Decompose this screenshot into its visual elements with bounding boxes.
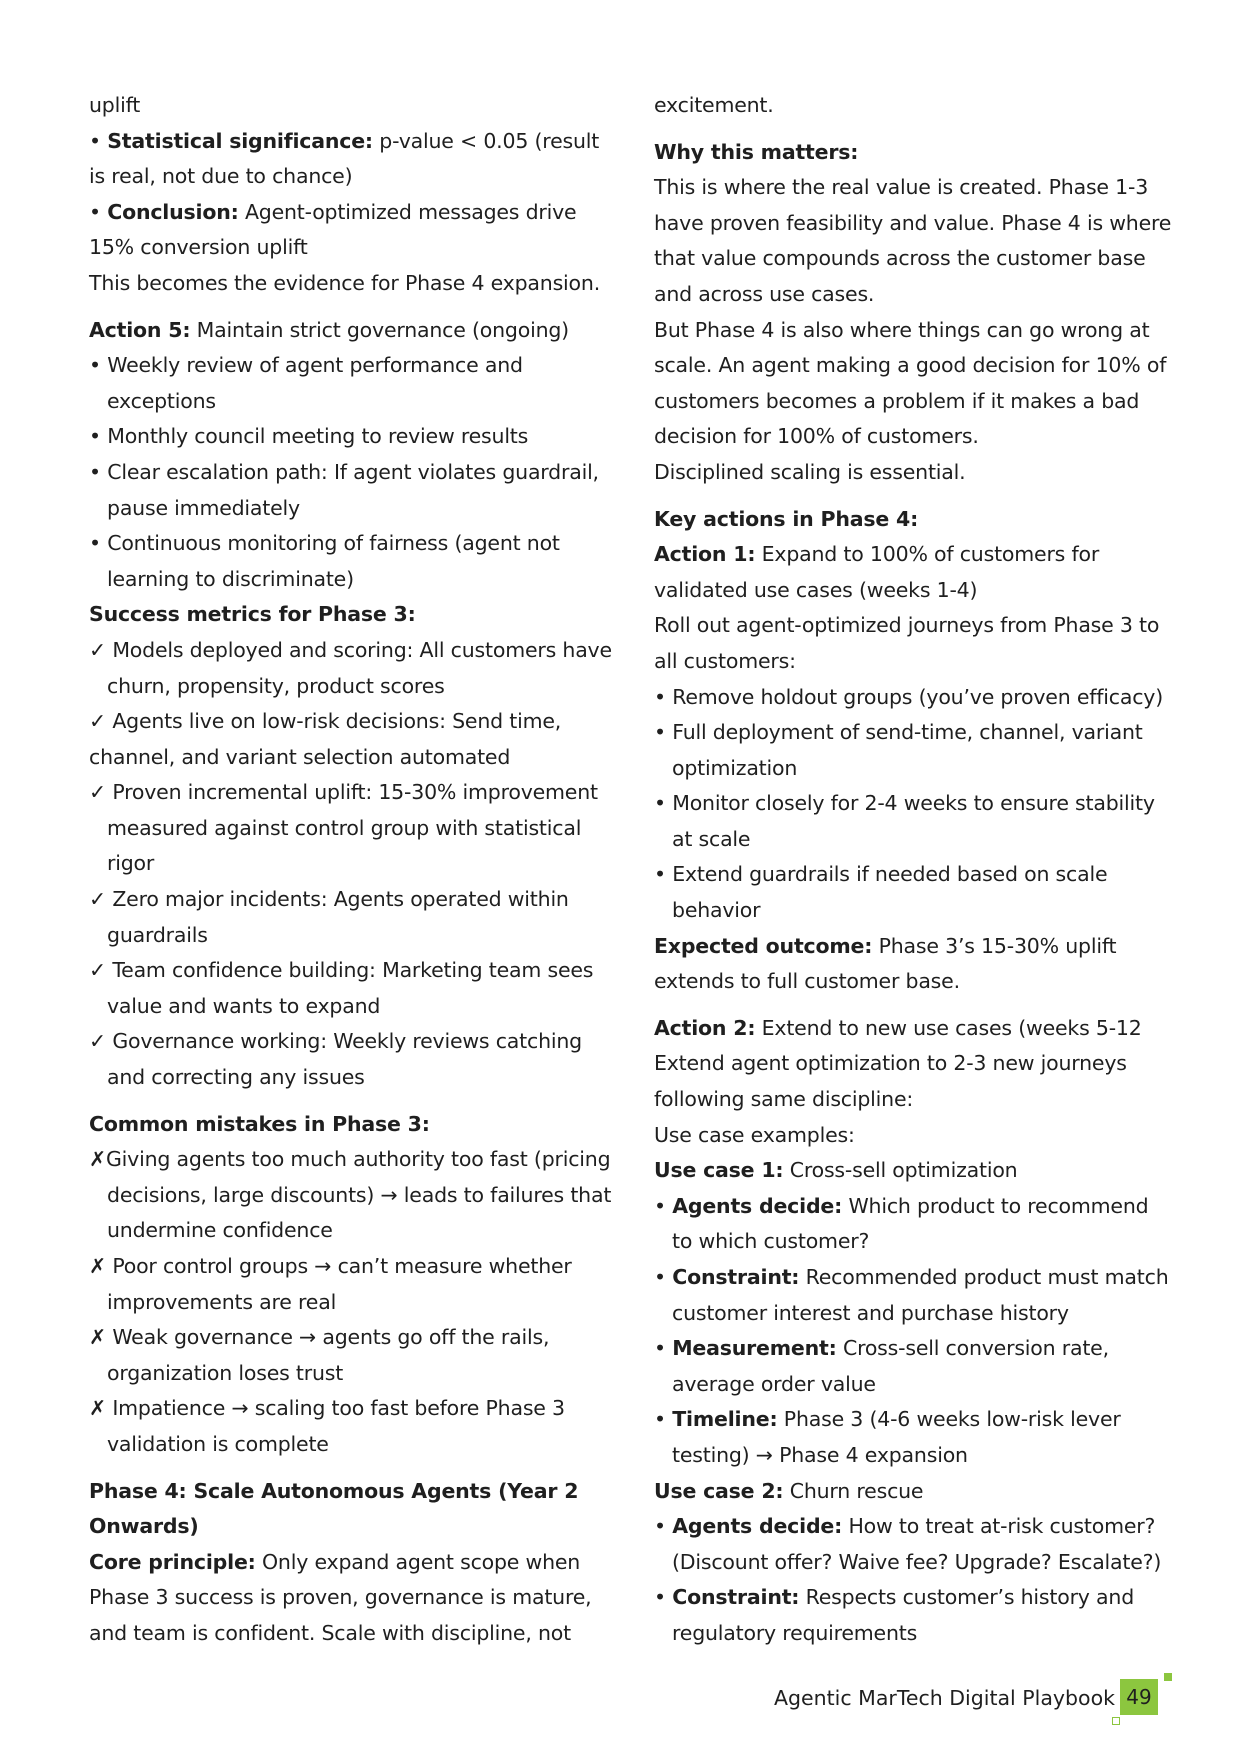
list-item: • Extend guardrails if needed based on scale behavior: [654, 862, 1108, 923]
core-principle: Core principle: Only expand agent scope when Phase 3 success is proven, governance is mature, and team is confident. Scale with discipline, not: [89, 1549, 592, 1645]
check-icon: ✓: [89, 887, 106, 912]
checklist-item: ✓ Governance working: Weekly reviews catching and correcting any issues: [89, 1029, 582, 1090]
why-heading: Why this matters:: [654, 139, 859, 164]
list-item: • Full deployment of send-time, channel, variant optimization: [654, 720, 1143, 780]
accent-square-icon: [1164, 1673, 1172, 1681]
playbook-title: Agentic MarTech Digital Playbook: [774, 1686, 1115, 1710]
checklist-item: ✓ Zero major incidents: Agents operated within guardrails: [89, 887, 569, 947]
list-item: • Agents decide: Which product to recommend to which customer?: [654, 1193, 1149, 1254]
mistake-item: ✗ Weak governance → agents go off the rails, organization loses trust: [89, 1325, 550, 1385]
mistakes-heading: Common mistakes in Phase 3:: [89, 1111, 430, 1136]
paragraph-why-1: This is where the real value is created. Phase 1-3 have proven feasibility and value. Phase 4 is where that value compounds across the customer base and across use cases.: [654, 175, 1172, 306]
check-icon: ✓: [89, 780, 106, 805]
action-5: Action 5: Maintain strict governance (ongoing): [89, 317, 569, 342]
checklist-item: ✓ Models deployed and scoring: All customers have churn, propensity, product scores: [89, 637, 612, 698]
mistake-item: ✗Giving agents too much authority too fast (pricing decisions, large discounts) → leads to failures that undermine confidence: [89, 1147, 612, 1243]
list-item: • Constraint: Recommended product must match customer interest and purchase history: [654, 1265, 1169, 1325]
action-2: Action 2: Extend to new use cases (weeks 5-12: [654, 1015, 1142, 1040]
cross-icon: ✗: [89, 1254, 106, 1278]
list-item: • Monthly council meeting to review results: [89, 424, 529, 449]
bullet-statistical-significance: • Statistical significance: p-value < 0.05 (result is real, not due to chance): [89, 128, 600, 189]
use-case-1: Use case 1: Cross-sell optimization: [654, 1158, 1018, 1183]
cross-icon: ✗: [89, 1147, 106, 1172]
bullet-conclusion: • Conclusion: Agent-optimized messages drive 15% conversion uplift: [89, 199, 577, 260]
key-actions-heading: Key actions in Phase 4:: [654, 506, 919, 531]
list-item: • Measurement: Cross-sell conversion rate, average order value: [654, 1336, 1109, 1396]
paragraph-rollout: Roll out agent-optimized journeys from Phase 3 to all customers:: [654, 613, 1160, 673]
paragraph-uplift: uplift: [89, 93, 141, 117]
check-icon: ✓: [89, 709, 106, 734]
right-column: [654, 88, 1174, 1652]
accent-outline-square-icon: [1112, 1717, 1120, 1725]
page-footer: [0, 1679, 1240, 1739]
checklist-item: ✓ Proven incremental uplift: 15-30% improvement measured against control group with statistical rigor: [89, 780, 598, 876]
check-icon: ✓: [89, 637, 106, 662]
paragraph-why-3: Disciplined scaling is essential.: [654, 459, 966, 484]
paragraph-extend: Extend agent optimization to 2-3 new journeys following same discipline:: [654, 1051, 1127, 1112]
list-item: • Timeline: Phase 3 (4-6 weeks low-risk lever testing) → Phase 4 expansion: [654, 1407, 1121, 1467]
paragraph-examples: Use case examples:: [654, 1122, 855, 1147]
list-item: • Agents decide: How to treat at-risk customer? (Discount offer? Waive fee? Upgrade? Escalate?): [654, 1514, 1162, 1574]
check-icon: ✓: [89, 958, 106, 983]
paragraph-excitement: excitement.: [654, 93, 774, 117]
check-icon: ✓: [89, 1029, 106, 1054]
cross-icon: ✗: [89, 1325, 106, 1350]
paragraph-why-2: But Phase 4 is also where things can go wrong at scale. An agent making a good decision for 10% of customers becomes a problem if it makes a bad decision for 100% of customers.: [654, 317, 1167, 449]
action-1: Action 1: Expand to 100% of customers for validated use cases (weeks 1-4): [654, 542, 1100, 602]
use-case-2: Use case 2: Churn rescue: [654, 1478, 924, 1503]
metrics-heading: Success metrics for Phase 3:: [89, 602, 416, 627]
list-item: • Monitor closely for 2-4 weeks to ensure stability at scale: [654, 791, 1155, 851]
mistake-item: ✗ Poor control groups → can’t measure whether improvements are real: [89, 1254, 572, 1314]
list-item: • Continuous monitoring of fairness (agent not learning to discriminate): [89, 531, 560, 591]
list-item: • Remove holdout groups (you’ve proven efficacy): [654, 684, 1163, 709]
expected-outcome: Expected outcome: Phase 3’s 15-30% uplift extends to full customer base.: [654, 933, 1117, 994]
page-number: 49: [1120, 1679, 1158, 1715]
cross-icon: ✗: [89, 1396, 106, 1421]
phase4-heading: Phase 4: Scale Autonomous Agents (Year 2 Onwards): [89, 1478, 579, 1539]
list-item: • Clear escalation path: If agent violates guardrail, pause immediately: [89, 459, 599, 520]
list-item: • Weekly review of agent performance and exceptions: [89, 353, 523, 413]
mistake-item: ✗ Impatience → scaling too fast before Phase 3 validation is complete: [89, 1396, 565, 1456]
checklist-item: ✓ Team confidence building: Marketing team sees value and wants to expand: [89, 958, 594, 1018]
paragraph-evidence: This becomes the evidence for Phase 4 expansion.: [89, 270, 601, 295]
checklist-item: ✓ Agents live on low-risk decisions: Send time, channel, and variant selection automated: [89, 709, 562, 769]
left-column: [89, 88, 619, 1652]
list-item: • Constraint: Respects customer’s history and regulatory requirements: [654, 1585, 1135, 1645]
